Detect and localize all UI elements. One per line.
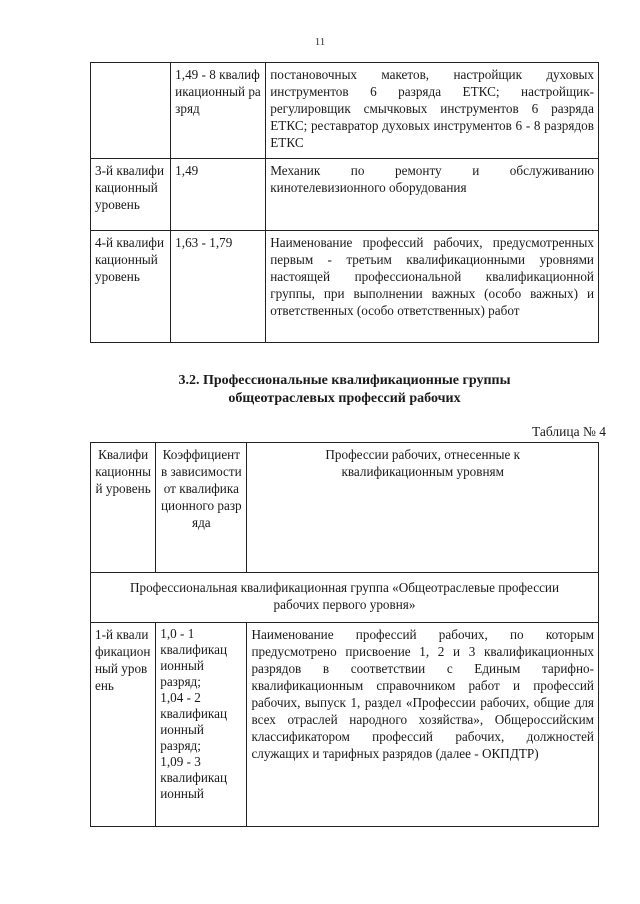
level-cell: 4-й квалификационный уровень (91, 231, 171, 343)
coef-cell: 1,49 (171, 159, 266, 231)
professions-cell: постановочных макетов, настройщик духовых инструментов 6 разряда ЕТКС; настройщик-регулировщик смычковых инструментов 6 разряда ЕТКС; реставратор духовых инструментов 6 - 8 разрядов ЕТКС (266, 63, 599, 159)
header-level: Квалификационный уровень (91, 443, 156, 573)
coef-line: квалификац (160, 706, 228, 721)
coef-line: квалификац (160, 642, 228, 657)
level-cell: 3-й квалификационный уровень (91, 159, 171, 231)
header-professions: Профессии рабочих, отнесенные к квалификационным уровням (247, 443, 599, 573)
level-cell: 1-й квалификационный уровень (91, 623, 156, 827)
coef-line: разряд; (160, 738, 201, 753)
table-row (91, 623, 599, 827)
table-caption: Таблица № 4 (532, 424, 606, 439)
group-title-row (91, 573, 599, 623)
coef-line: ионный (160, 786, 204, 801)
table-row (91, 231, 599, 343)
coef-line: 1,0 - 1 (160, 626, 195, 641)
table-top-continuation (90, 62, 599, 343)
table-header-row (91, 443, 599, 573)
header-coef: Коэффициент в зависимости от квалификационного разряда (156, 443, 247, 573)
coef-cell: 1,49 - 8 квалификационный разряд (171, 63, 266, 159)
section-heading (90, 372, 599, 408)
table-main (90, 442, 599, 827)
coef-line: квалификац (160, 770, 228, 785)
section-heading-line: 3.2. Профессиональные квалификационные группы (178, 373, 511, 388)
table-row (91, 159, 599, 231)
coef-cell: 1,63 - 1,79 (171, 231, 266, 343)
professions-cell: Наименование профессий рабочих, по которым предусмотрено присвоение 1, 2 и 3 квалификационных разрядов в соответствии с Единым тарифно-квалификационным справочником работ и профессий рабочих, выпуск 1, раздел «Профессии рабочих, общие для всех отраслей народного хозяйства», Общероссийским классификатором профессий рабочих, должностей служащих и тарифных разрядов (далее - ОКПДТР) (247, 623, 599, 827)
coef-line: 1,09 - 3 (160, 754, 201, 769)
coef-line: разряд; (160, 674, 201, 689)
professions-cell: Механик по ремонту и обслуживанию кинотелевизионного оборудования (266, 159, 599, 231)
coef-line: ионный (160, 658, 204, 673)
table-row (91, 63, 599, 159)
coef-cell (156, 623, 247, 827)
page-number: 11 (314, 36, 326, 48)
level-cell (91, 63, 171, 159)
coef-line: ионный (160, 722, 204, 737)
professions-cell: Наименование профессий рабочих, предусмотренных первым - третьим квалификационными уровнями настоящей профессиональной квалификационной группы, при выполнении важных (особо важных) и ответственных (особо ответственных) работ (266, 231, 599, 343)
section-heading-line: общеотраслевых профессий рабочих (228, 391, 461, 406)
group-title: Профессиональная квалификационная группа «Общеотраслевые профессии рабочих первого уровня» (91, 573, 599, 623)
coef-line: 1,04 - 2 (160, 690, 201, 705)
